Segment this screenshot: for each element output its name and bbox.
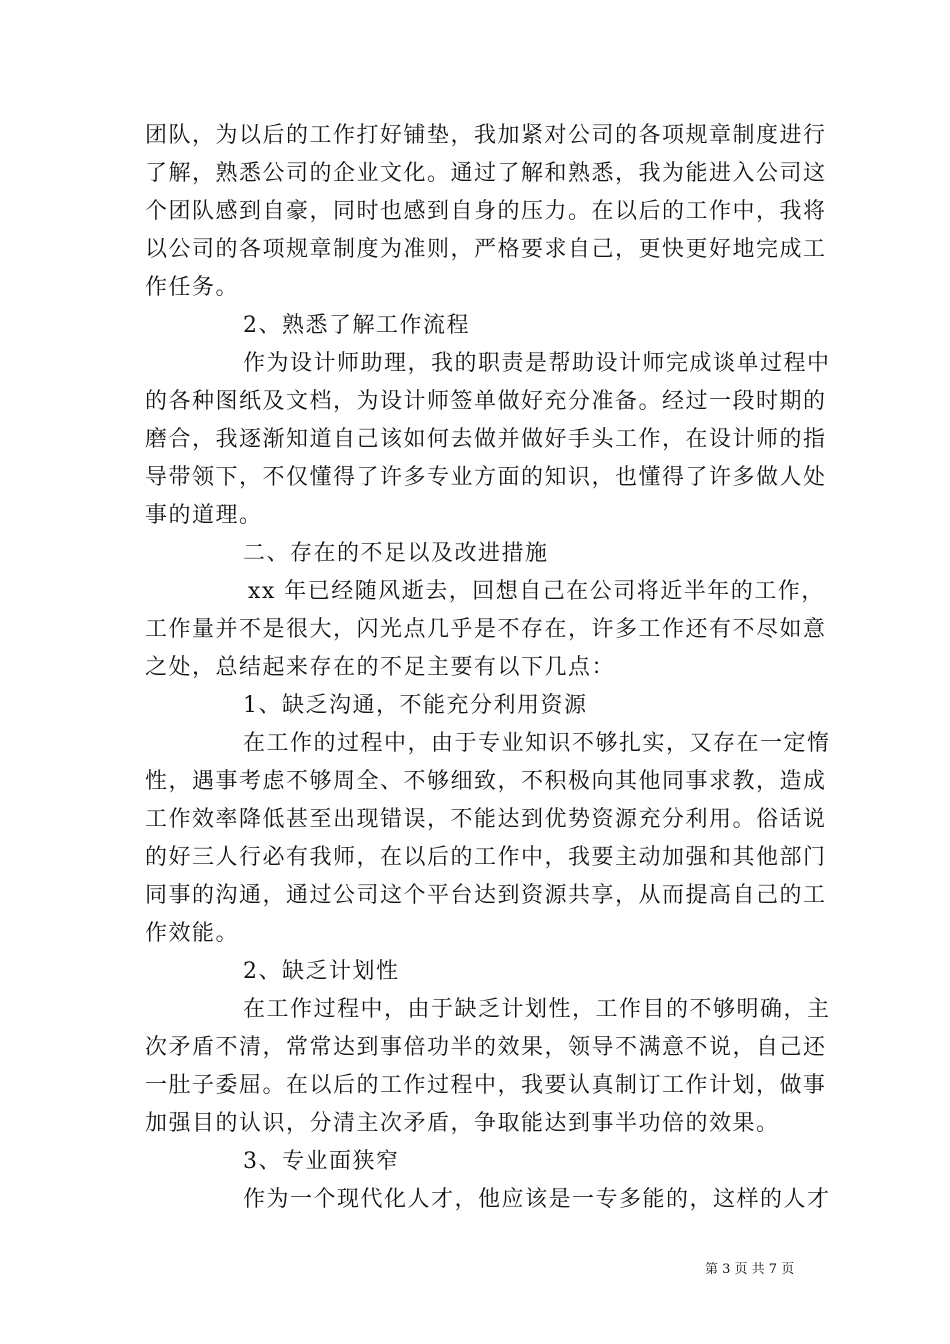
body-text-line: 工作量并不是很大，闪光点几乎是不存在，许多工作还有不尽如意	[145, 617, 827, 642]
body-text-line: 次矛盾不清，常常达到事倍功半的效果，领导不满意不说，自己还	[145, 1035, 827, 1060]
body-text-line: 之处，总结起来存在的不足主要有以下几点：	[145, 655, 616, 680]
body-text-line: 事的道理。	[145, 503, 263, 528]
body-text-line: 以公司的各项规章制度为准则，严格要求自己，更快更好地完成工	[145, 237, 827, 262]
body-text-line: 作任务。	[145, 275, 240, 300]
section-heading: 二、存在的不足以及改进措施	[243, 541, 549, 566]
body-text-line: 导带领下，不仅懂得了许多专业方面的知识，也懂得了许多做人处	[145, 465, 827, 490]
body-text-line: 作效能。	[145, 921, 240, 946]
body-text-line: xx 年已经随风逝去，回想自己在公司将近半年的工作，	[248, 579, 825, 604]
body-text-line: 在工作过程中，由于缺乏计划性，工作目的不够明确，主	[243, 997, 831, 1022]
page-number-footer: 第 3 页 共 7 页	[705, 1262, 795, 1277]
body-text-line: 了解，熟悉公司的企业文化。通过了解和熟悉，我为能进入公司这	[145, 161, 827, 186]
body-text-line: 作为设计师助理，我的职责是帮助设计师完成谈单过程中	[243, 351, 831, 376]
body-text-line: 的好三人行必有我师，在以后的工作中，我要主动加强和其他部门	[145, 845, 827, 870]
body-text-line: 加强目的认识，分清主次矛盾，争取能达到事半功倍的效果。	[145, 1111, 780, 1136]
body-text-line: 同事的沟通，通过公司这个平台达到资源共享，从而提高自己的工	[145, 883, 827, 908]
body-text-line: 磨合，我逐渐知道自己该如何去做并做好手头工作，在设计师的指	[145, 427, 827, 452]
section-heading: 3、专业面狭窄	[243, 1149, 400, 1174]
body-text-line: 工作效率降低甚至出现错误，不能达到优势资源充分利用。俗话说	[145, 807, 827, 832]
section-heading: 2、缺乏计划性	[243, 959, 400, 984]
body-text-line: 的各种图纸及文档，为设计师签单做好充分准备。经过一段时期的	[145, 389, 827, 414]
body-text-line: 个团队感到自豪，同时也感到自身的压力。在以后的工作中，我将	[145, 199, 827, 224]
body-text-line: 作为一个现代化人才，他应该是一专多能的，这样的人才	[243, 1187, 831, 1212]
section-heading: 2、熟悉了解工作流程	[243, 313, 470, 338]
body-text-line: 一肚子委屈。在以后的工作过程中，我要认真制订工作计划，做事	[145, 1073, 827, 1098]
body-text-line: 在工作的过程中，由于专业知识不够扎实，又存在一定惰	[243, 731, 831, 756]
body-text-line: 团队，为以后的工作打好铺垫，我加紧对公司的各项规章制度进行	[145, 123, 827, 148]
section-heading: 1、缺乏沟通，不能充分利用资源	[243, 693, 588, 718]
body-text-line: 性，遇事考虑不够周全、不够细致，不积极向其他同事求教，造成	[145, 769, 827, 794]
